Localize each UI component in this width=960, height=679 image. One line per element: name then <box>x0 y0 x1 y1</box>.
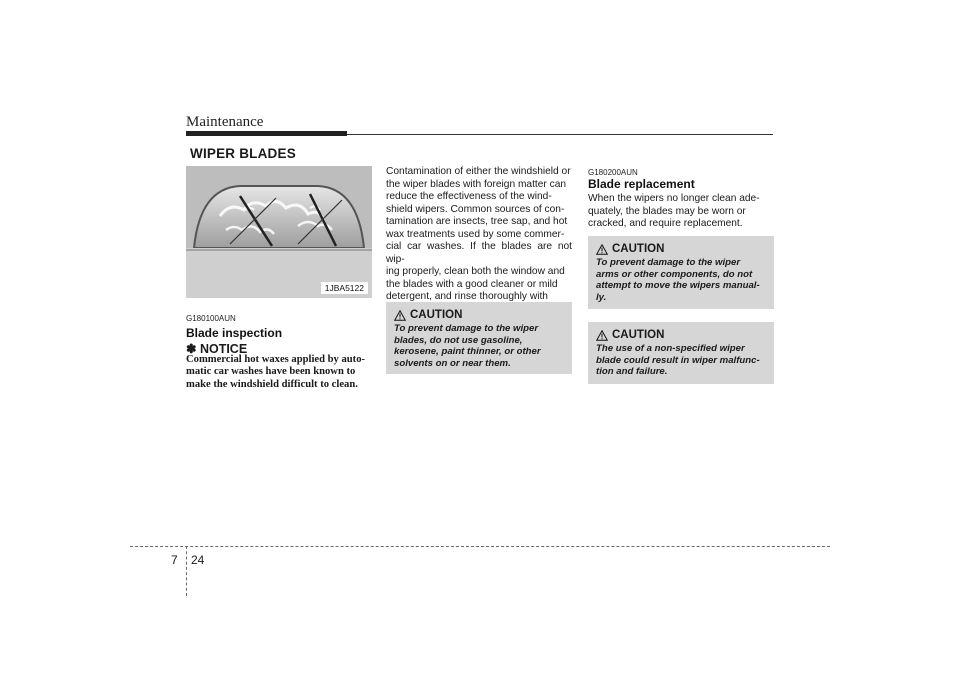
caution-body <box>596 257 766 303</box>
chapter-title: Maintenance <box>186 114 264 130</box>
paragraph-line: detergent, and rinse thoroughly with <box>386 291 548 302</box>
windshield-illustration <box>186 166 372 298</box>
caution-line: attempt to move the wipers manual- <box>596 280 760 292</box>
paragraph-line: wax treatments used by some commer- <box>386 228 565 240</box>
notice-line: Commercial hot waxes applied by auto- <box>186 354 366 365</box>
caution-line: blades, do not use gasoline, <box>394 334 523 346</box>
caution-header <box>394 309 564 321</box>
paragraph-line: ing properly, clean both the window and <box>386 266 565 277</box>
warning-triangle-icon <box>596 244 608 255</box>
notice-body <box>186 354 372 391</box>
paragraph-line: reduce the effectiveness of the wind- <box>386 191 552 202</box>
caution-line: ly. <box>596 291 607 303</box>
caution-line: arms or other components, do not <box>596 268 753 280</box>
paragraph-line: quately, the blades may be worn or <box>588 205 746 217</box>
paragraph-line: cracked, and require replacement. <box>588 218 743 229</box>
warning-triangle-icon <box>596 330 608 341</box>
photo-code: 1JBA5122 <box>321 282 368 294</box>
notice-line: matic car washes have been known to <box>186 366 356 378</box>
caution-heading: CAUTION <box>612 329 665 341</box>
caution-box-non-specified-blade <box>588 322 774 384</box>
caution-heading: CAUTION <box>612 243 665 255</box>
caution-header <box>596 243 766 255</box>
caution-line: To prevent damage to the wiper <box>394 323 539 334</box>
caution-body <box>394 323 564 369</box>
notice-line: make the windshield difficult to clean. <box>186 378 358 390</box>
section-title: WIPER BLADES <box>190 146 296 161</box>
paragraph-line: shield wipers. Common sources of con- <box>386 203 565 215</box>
paragraph-line: Contamination of either the windshield or <box>386 166 571 177</box>
paragraph-line: cial car washes. If the blades are not wip- <box>386 241 572 265</box>
inspection-heading: Blade inspection <box>186 326 283 340</box>
paragraph-line: When the wipers no longer clean ade- <box>588 193 760 204</box>
contamination-paragraph <box>386 166 572 316</box>
page-number: 24 <box>191 553 205 567</box>
paragraph-line: the blades with a good cleaner or mild <box>386 278 558 290</box>
caution-heading: CAUTION <box>410 309 463 321</box>
windshield-photo <box>186 166 372 298</box>
replacement-heading: Blade replacement <box>588 177 695 191</box>
caution-body <box>596 343 766 378</box>
caution-box-manual-move <box>588 236 774 309</box>
caution-line: To prevent damage to the wiper <box>596 257 741 268</box>
caution-line: solvents on or near them. <box>394 357 511 369</box>
paragraph-line: the wiper blades with foreign matter can <box>386 178 567 190</box>
caution-line: The use of a non-specified wiper <box>596 343 745 354</box>
header-rule-accent <box>186 131 347 136</box>
chapter-number: 7 <box>171 553 178 567</box>
replacement-paragraph <box>588 193 774 231</box>
caution-line: blade could result in wiper malfunc- <box>596 354 760 366</box>
footer-divider <box>186 546 187 596</box>
caution-line: tion and failure. <box>596 366 668 378</box>
warning-triangle-icon <box>394 310 406 321</box>
paragraph-line: tamination are insects, tree sap, and hot <box>386 216 568 227</box>
footer-rule <box>130 546 830 547</box>
notice-heading: ✽ NOTICE <box>186 342 248 356</box>
caution-box-solvents <box>386 302 572 374</box>
caution-line: kerosene, paint thinner, or other <box>394 346 541 358</box>
caution-header <box>596 329 766 341</box>
inspection-code: G180100AUN <box>186 314 236 323</box>
replacement-code: G180200AUN <box>588 168 638 177</box>
